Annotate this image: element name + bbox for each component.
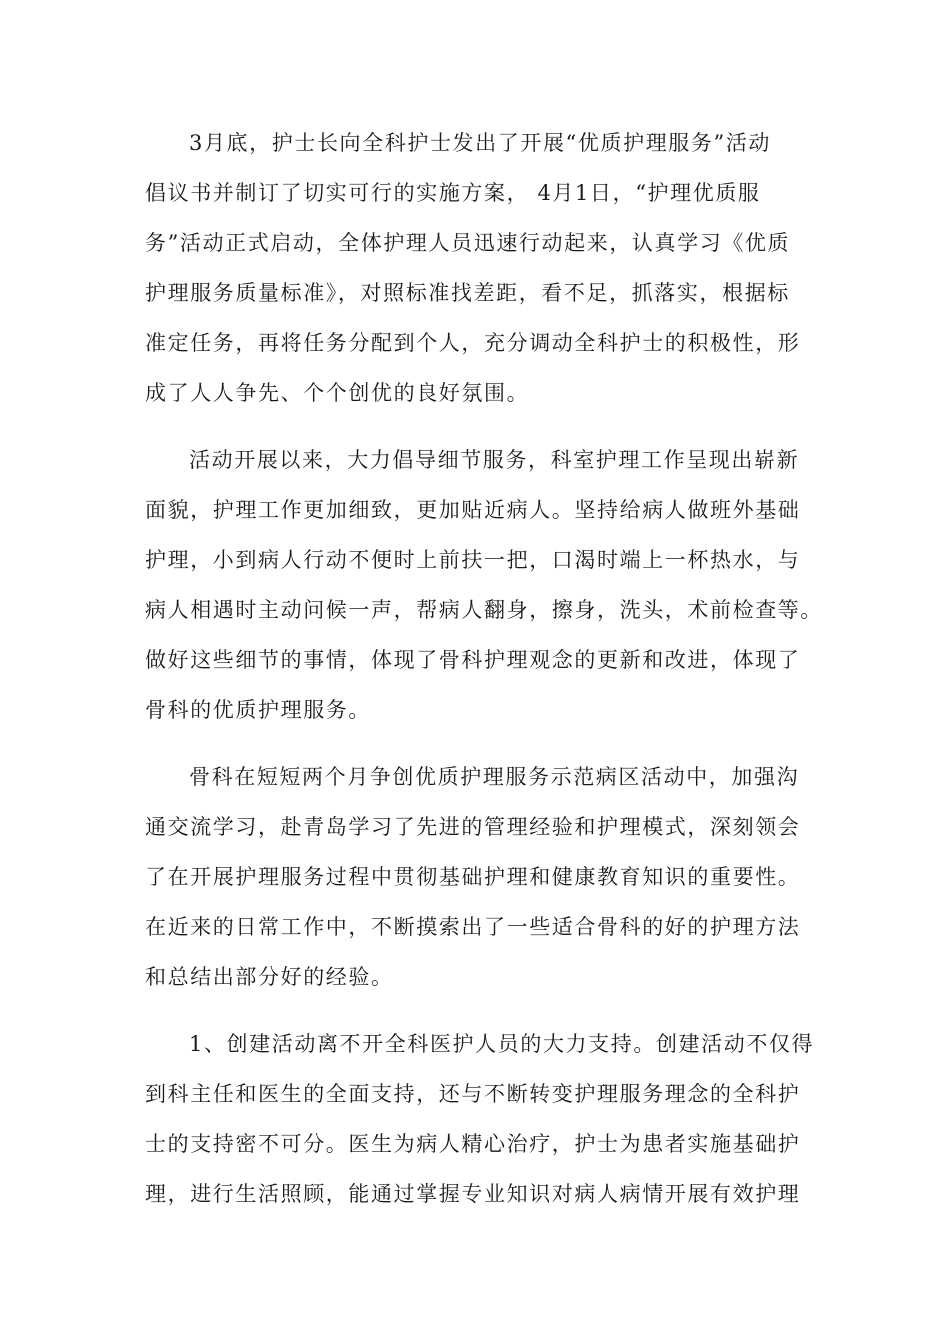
text-line: 3月底，护士长向全科护士发出了开展“优质护理服务”活动 — [189, 131, 772, 155]
text-line: 做好这些细节的事情，体现了骨科护理观念的更新和改进，体现了 — [145, 648, 801, 672]
text-line: 面貌，护理工作更加细致，更加贴近病人。坚持给病人做班外基础 — [145, 498, 801, 522]
text-line: 护理，小到病人行动不便时上前扶一把，口渴时端上一杯热水，与 — [145, 548, 801, 572]
paragraph — [145, 445, 823, 745]
text-line: 骨科在短短两个月争创优质护理服务示范病区活动中，加强沟 — [189, 765, 800, 789]
text-line: 理，进行生活照顾，能通过掌握专业知识对病人病情开展有效护理 — [145, 1182, 801, 1206]
text-line: 护理服务质量标准》，对照标准找差距，看不足，抓落实，根据标 — [145, 281, 790, 305]
paragraph — [145, 128, 805, 428]
paragraph-spacer — [145, 428, 805, 445]
text-line: 成了人人争先、个个创优的良好氛围。 — [145, 381, 530, 405]
paragraph — [145, 1029, 815, 1229]
text-line: 到科主任和医生的全面支持，还与不断转变护理服务理念的全科护 — [145, 1082, 801, 1106]
text-line: 准定任务，再将任务分配到个人，充分调动全科护士的积极性，形 — [145, 331, 801, 355]
paragraph-spacer — [145, 1012, 805, 1029]
text-line: 1、创建活动离不开全科医护人员的大力支持。创建活动不仅得 — [189, 1032, 815, 1056]
paragraph — [145, 762, 805, 1012]
text-line: 和总结出部分好的经验。 — [145, 965, 394, 989]
text-line: 病人相遇时主动问候一声，帮病人翻身，擦身，洗头，术前检查等。 — [145, 598, 823, 622]
text-line: 在近来的日常工作中，不断摸索出了一些适合骨科的好的护理方法 — [145, 915, 801, 939]
paragraph-spacer — [145, 745, 805, 762]
document-body — [145, 128, 823, 1229]
text-line: 通交流学习，赴青岛学习了先进的管理经验和护理模式，深刻领会 — [145, 815, 801, 839]
text-line: 务”活动正式启动，全体护理人员迅速行动起来，认真学习《优质 — [145, 231, 791, 255]
text-line: 骨科的优质护理服务。 — [145, 698, 371, 722]
text-line: 士的支持密不可分。医生为病人精心治疗，护士为患者实施基础护 — [145, 1132, 801, 1156]
text-line: 了在开展护理服务过程中贯彻基础护理和健康教育知识的重要性。 — [145, 865, 801, 889]
text-line: 活动开展以来，大力倡导细节服务，科室护理工作呈现出崭新 — [189, 448, 800, 472]
text-line: 倡议书并制订了切实可行的实施方案， 4月1日，“护理优质服 — [145, 181, 761, 205]
